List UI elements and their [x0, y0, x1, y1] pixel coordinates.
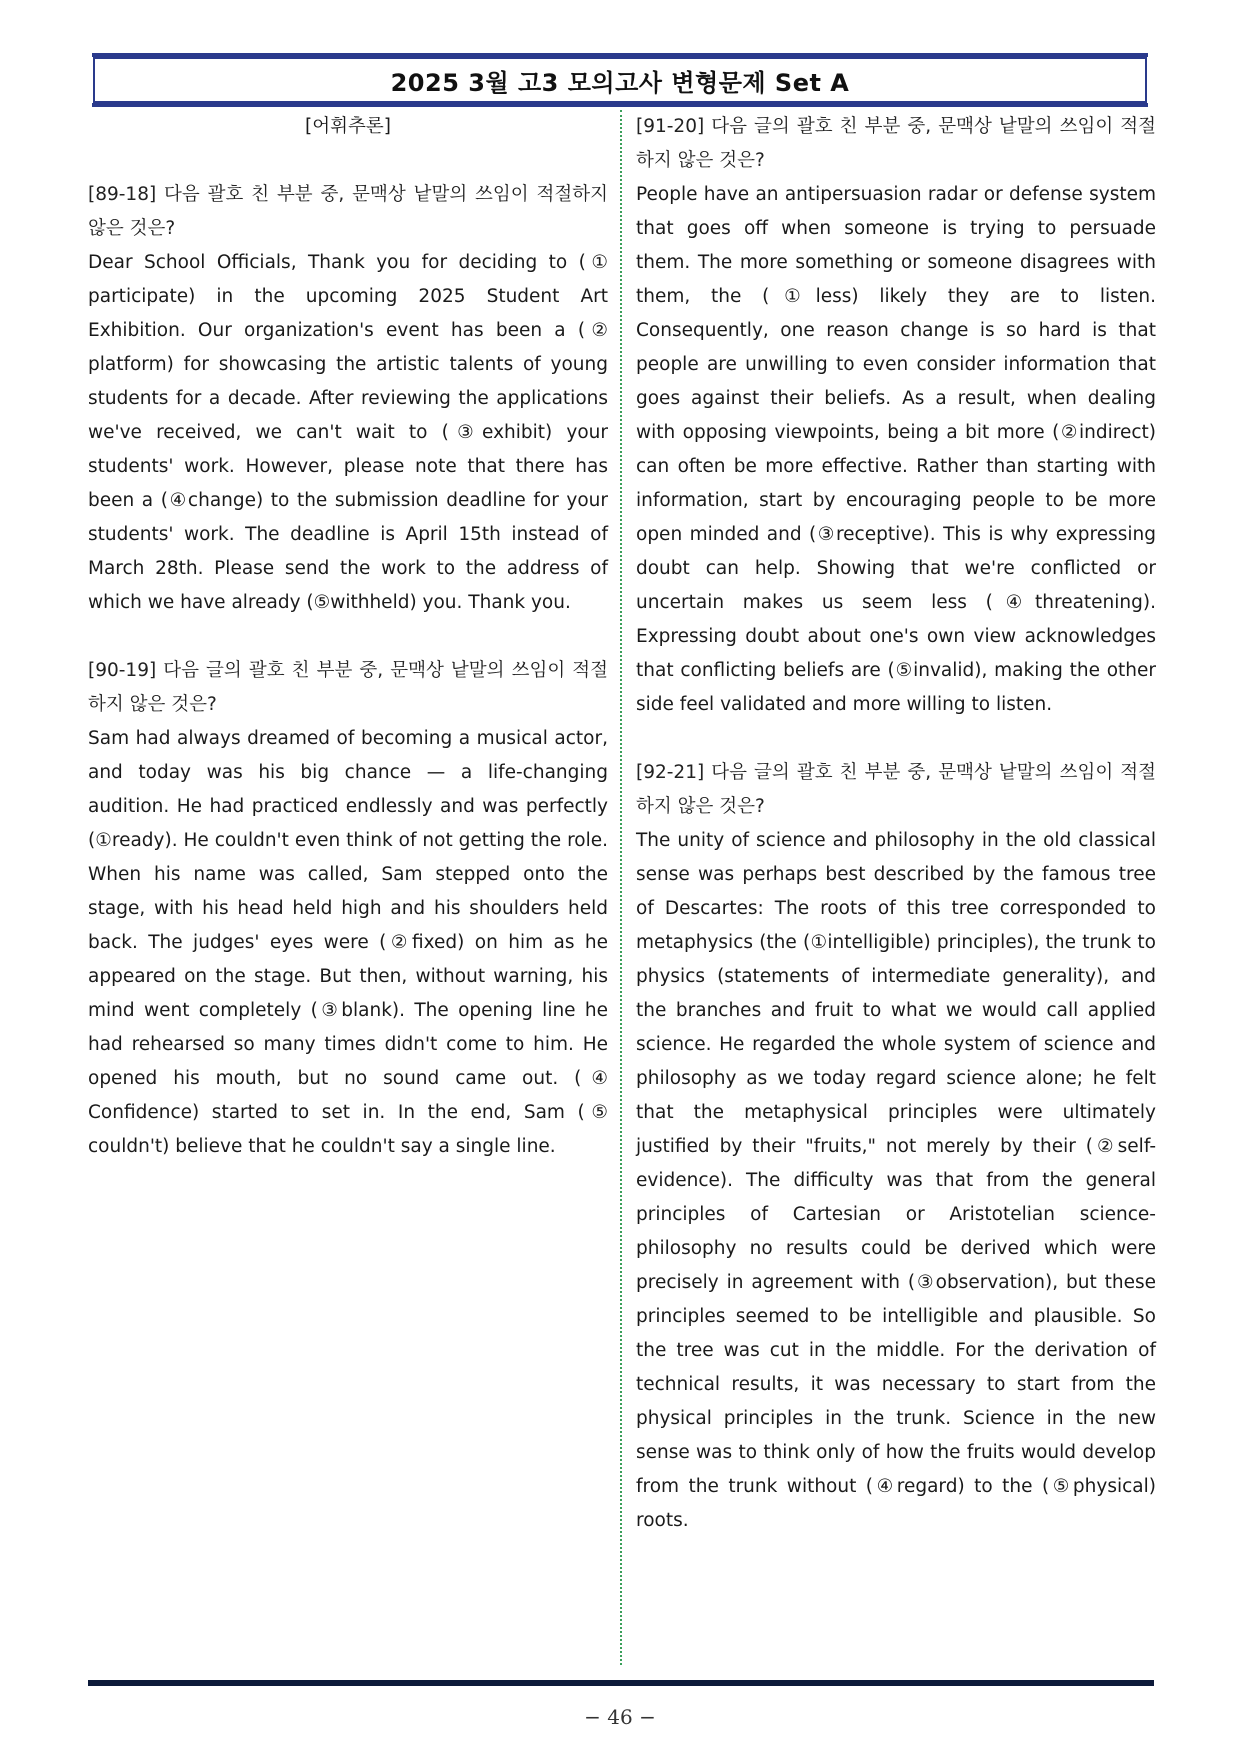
question-90-passage: Sam had always dreamed of becoming a musical actor, and today was his big chance — a life-changing audition. He had practiced endlessly and was perfectly (①ready). He couldn't even think of not getting the role. When his name was called, Sam stepped onto the stage, with his head held high and his shoulders held back. The judges' eyes were (②fixed) on him as he appeared on the stage. But then, without warning, his mind went completely (③blank). The opening line he had rehearsed so many times didn't come to him. He opened his mouth, but no sound came out. (④ Confidence) started to set in. In the end, Sam (⑤ couldn't) believe that he couldn't say a single line.	[88, 728, 608, 1157]
question-89-prompt: [89-18] 다음 괄호 친 부분 중, 문맥상 낱말의 쓰임이 적절하지 않은 것은?	[88, 184, 608, 239]
left-column	[88, 110, 608, 1164]
page-title-box	[93, 57, 1147, 103]
question-91-passage: People have an antipersuasion radar or defense system that goes off when someone is trying to persuade them. The more something or someone disagrees with them, the (①less) likely they are to listen. Consequently, one reason change is so hard is that people are unwilling to even consider information that goes against their beliefs. As a result, when dealing with opposing viewpoints, being a bit more (②indirect) can often be more effective. Rather than starting with information, start by encouraging people to be more open minded and (③receptive). This is why expressing doubt can help. Showing that we're conflicted or uncertain makes us seem less (④threatening). Expressing doubt about one's own view acknowledges that conflicting beliefs are (⑤invalid), making the other side feel validated and more willing to listen.	[636, 184, 1156, 715]
page-title: 2025 3월 고3 모의고사 변형문제 Set A	[390, 68, 850, 97]
footer-rule	[88, 1680, 1154, 1686]
question-89-passage: Dear School Officials, Thank you for deciding to (① participate) in the upcoming 2025 Student Art Exhibition. Our organization's event has been a (② platform) for showcasing the artistic talents of young students for a decade. After reviewing the applications we've received, we can't wait to (③exhibit) your students' work. However, please note that there has been a (④change) to the submission deadline for your students' work. The deadline is April 15th instead of March 28th. Please send the work to the address of which we have already (⑤withheld) you. Thank you.	[88, 252, 608, 613]
column-divider	[620, 110, 622, 1665]
question-92-prompt: [92-21] 다음 글의 괄호 친 부분 중, 문맥상 낱말의 쓰임이 적절하지 않은 것은?	[636, 762, 1156, 817]
section-label: [어휘추론]	[305, 116, 391, 137]
right-column	[636, 110, 1156, 1538]
question-90-prompt: [90-19] 다음 글의 괄호 친 부분 중, 문맥상 낱말의 쓰임이 적절하지 않은 것은?	[88, 660, 608, 715]
question-91-prompt: [91-20] 다음 글의 괄호 친 부분 중, 문맥상 낱말의 쓰임이 적절하지 않은 것은?	[636, 116, 1156, 171]
question-92-passage: The unity of science and philosophy in the old classical sense was perhaps best described by the famous tree of Descartes: The roots of this tree corresponded to metaphysics (the (①intelligible) principles), the trunk to physics (statements of intermediate generality), and the branches and fruit to what we would call applied science. He regarded the whole system of science and philosophy as we today regard science alone; he felt that the metaphysical principles were ultimately justified by their "fruits," not merely by their (②self-evidence). The difficulty was that from the general principles of Cartesian or Aristotelian science-philosophy no results could be derived which were precisely in agreement with (③observation), but these principles seemed to be intelligible and plausible. So the tree was cut in the middle. For the derivation of technical results, it was necessary to start from the physical principles in the trunk. Science in the new sense was to think only of how the fruits would develop from the trunk without (④regard) to the (⑤physical) roots.	[636, 830, 1156, 1531]
page-number: − 46 −	[584, 1705, 656, 1729]
